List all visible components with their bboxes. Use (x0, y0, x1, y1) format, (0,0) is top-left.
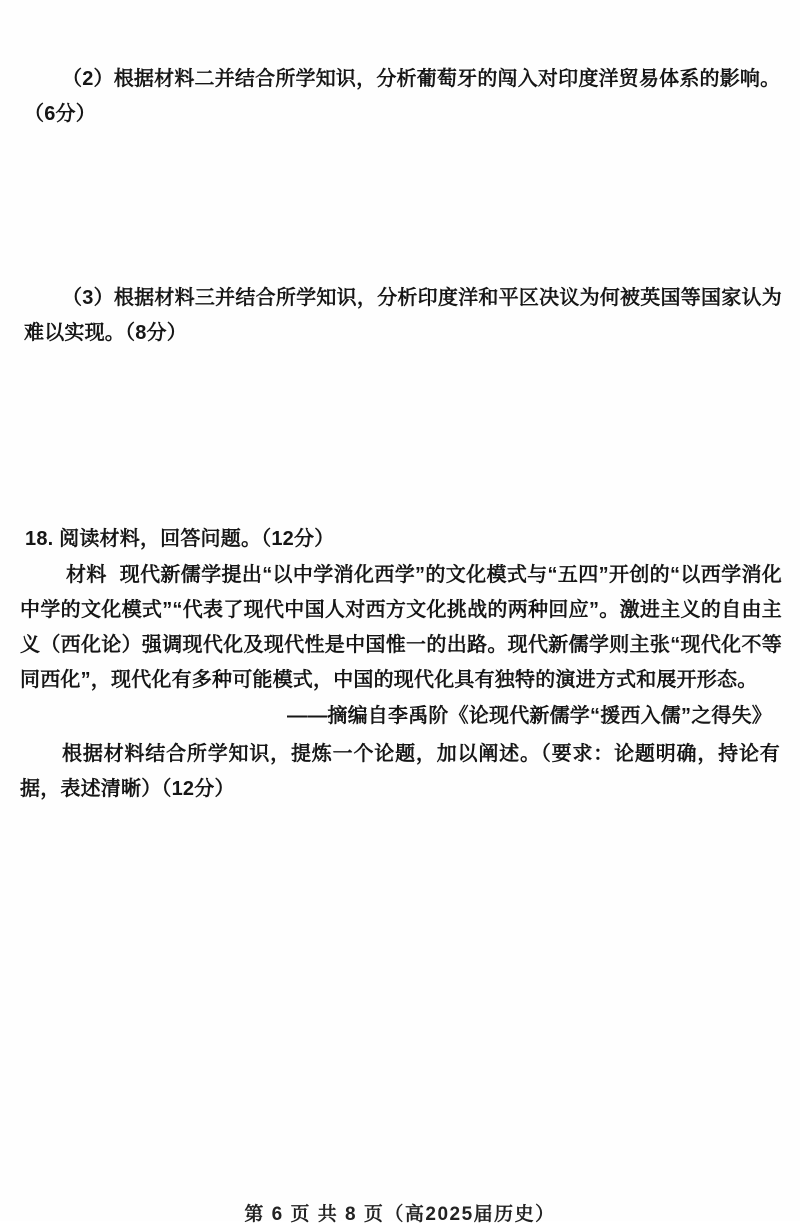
question-18-header: 18. 阅读材料，回答问题。（12分） (25, 528, 335, 550)
material-source-attribution: ——摘编自李禹阶《论现代新儒学“援西入儒”之得失》 (287, 705, 772, 727)
question-17-part3: （3）根据材料三并结合所学知识，分析印度洋和平区决议为何被英国等国家认为难以实现。（8分） (24, 287, 782, 344)
page-footer: 第 6 页 共 8 页（高2025届历史） (244, 1204, 556, 1225)
question-18-task: 根据材料结合所学知识，提炼一个论题，加以阐述。（要求：论题明确，持论有据，表述清晰）（12分） (20, 743, 780, 800)
material-label: 材料 (66, 564, 107, 586)
question-17-part2: （2）根据材料二并结合所学知识，分析葡萄牙的闯入对印度洋贸易体系的影响。（6分） (24, 68, 781, 125)
question-18-material-paragraph (20, 558, 782, 698)
material-text: 现代新儒学提出“以中学消化西学”的文化模式与“五四”开创的“以西学消化中学的文化模式”“代表了现代中国人对西方文化挑战的两种回应”。激进主义的自由主义（西化论）强调现代化及现代性是中国惟一的出路。现代新儒学则主张“现代化不等同西化”，现代化有多种可能模式，中国的现代化具有独特的演进方式和展开形态。 (20, 564, 783, 691)
